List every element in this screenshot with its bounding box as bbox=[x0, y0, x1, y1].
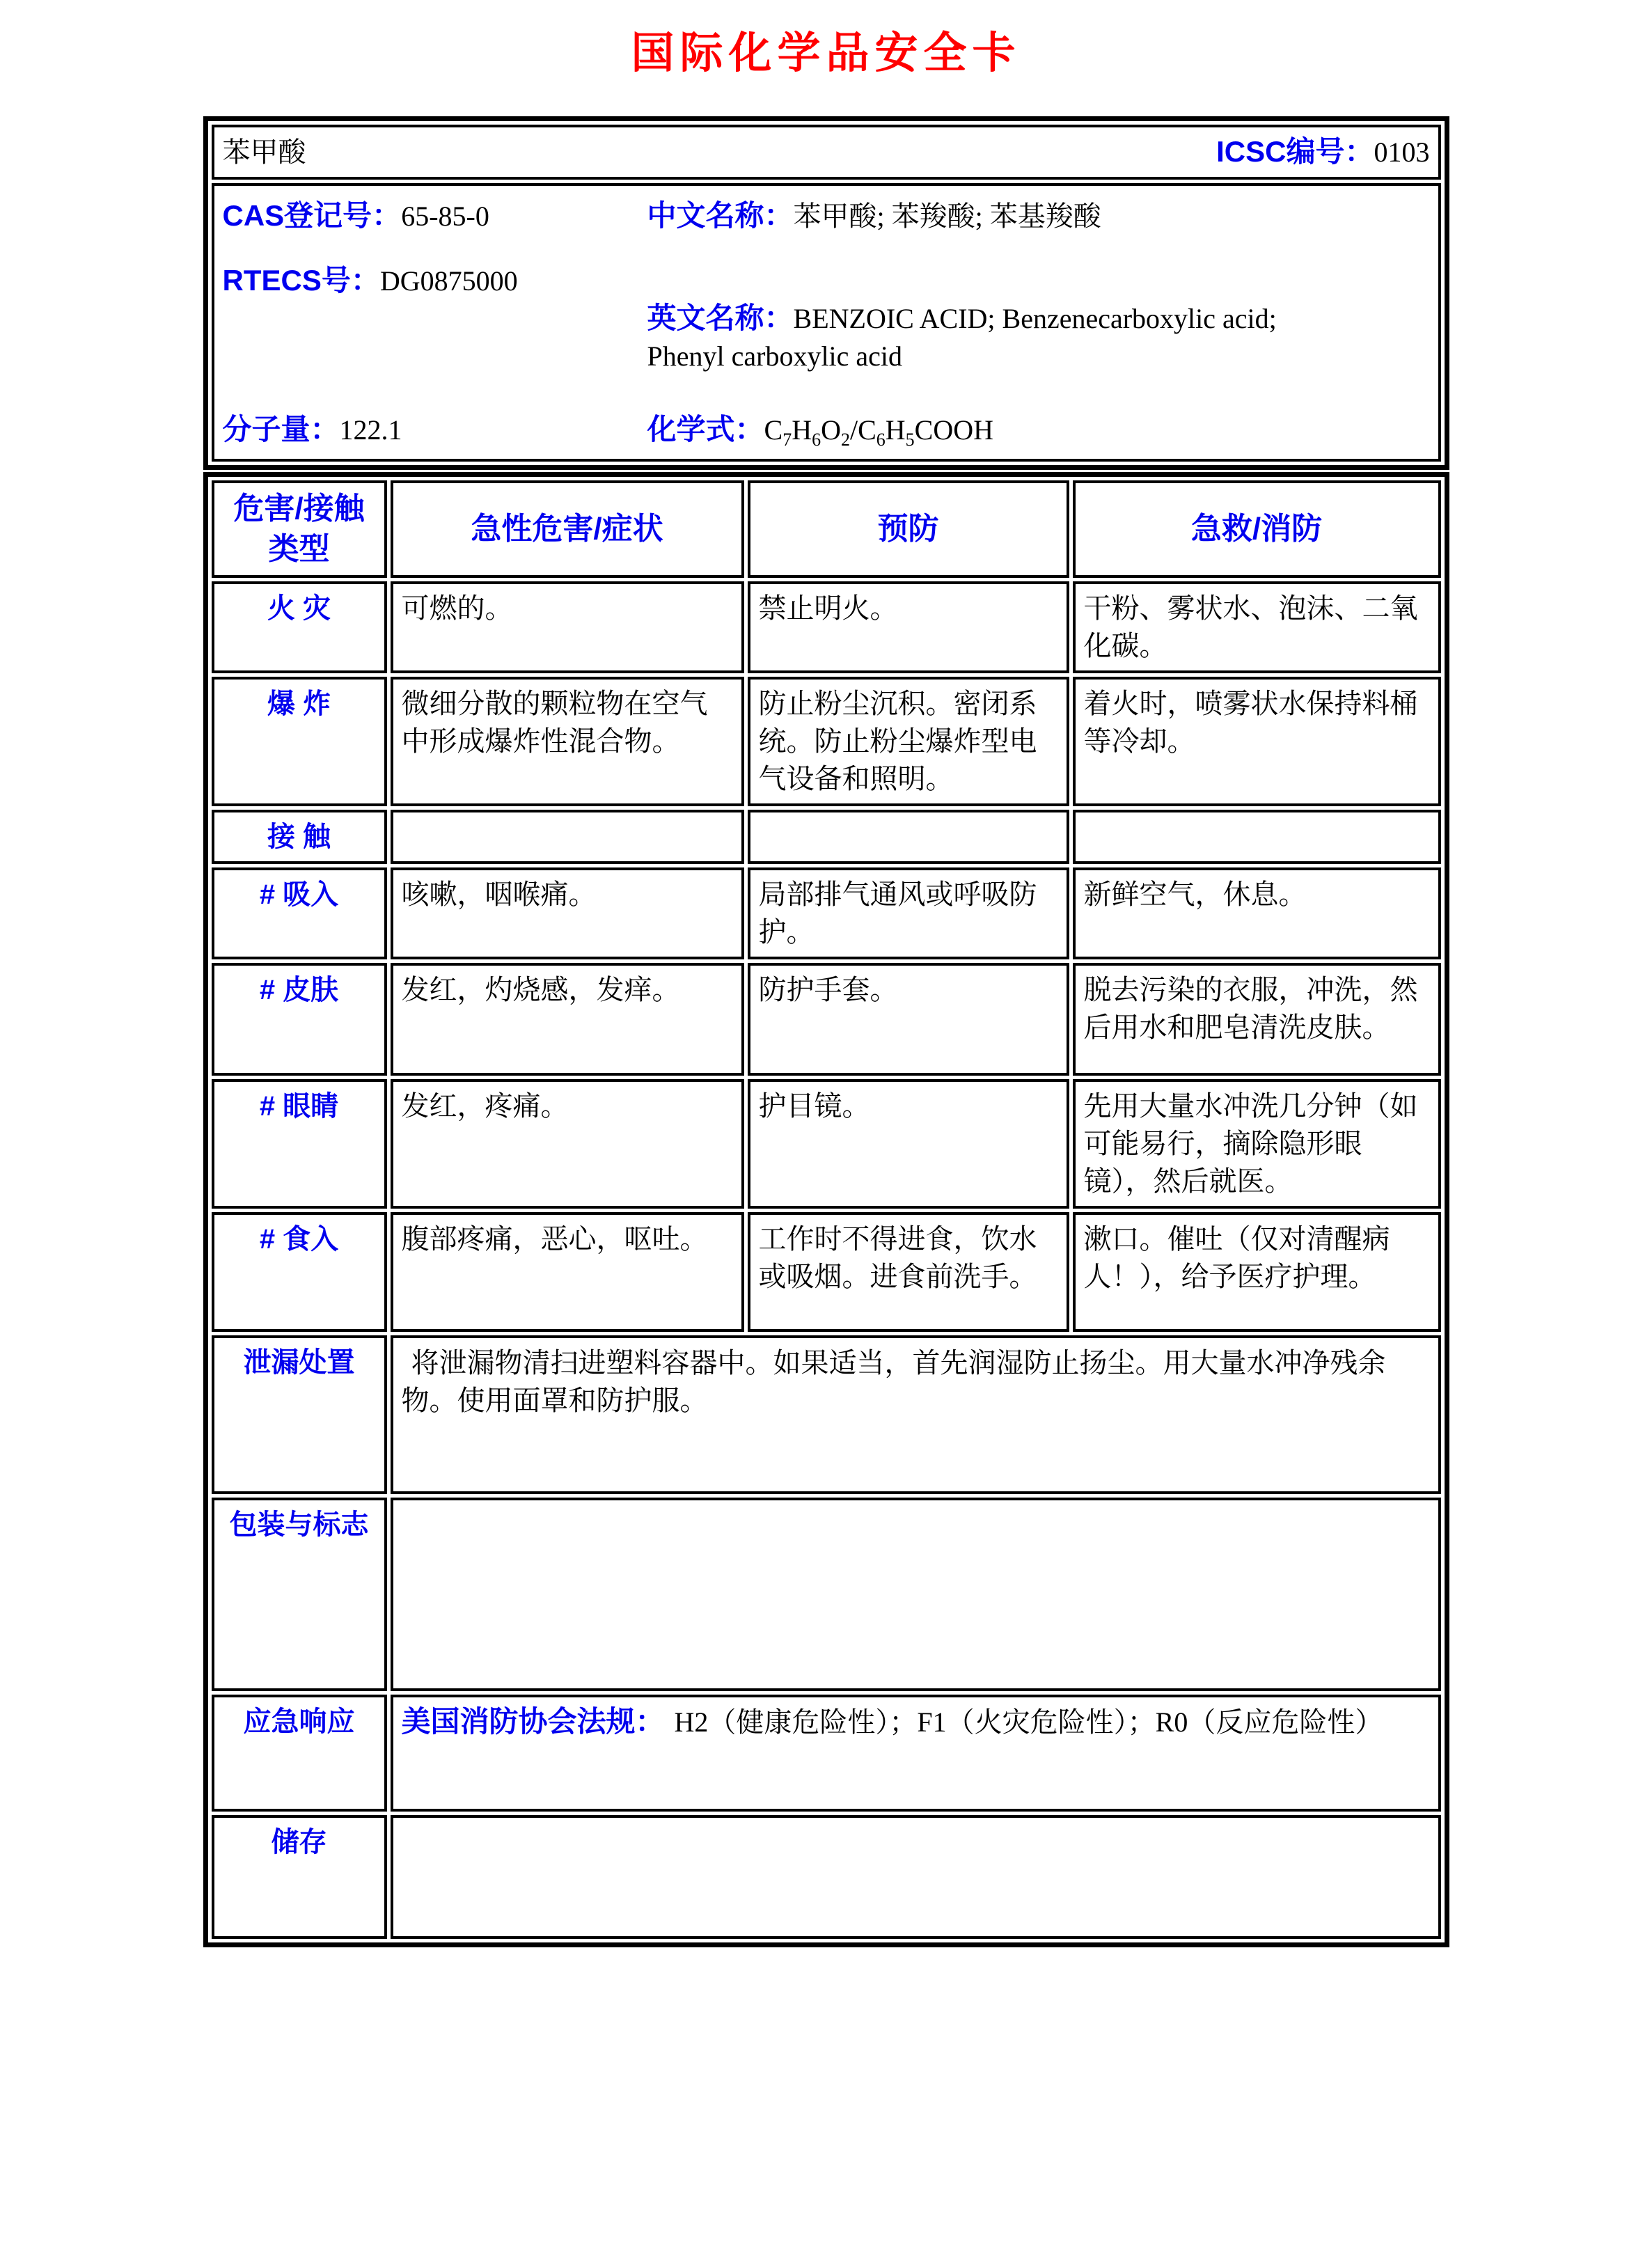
substance-name: 苯甲酸 bbox=[222, 136, 306, 168]
inhalation-symptoms: 咳嗽，咽喉痛。 bbox=[391, 867, 744, 959]
hazard-header-row bbox=[212, 480, 1441, 578]
header-prevention: 预防 bbox=[748, 480, 1069, 578]
row-label-inhalation: # 吸入 bbox=[212, 867, 387, 959]
nfpa-code-text: H2（健康危险性）；F1（火灾危险性）；R0（反应危险性） bbox=[674, 1706, 1383, 1738]
cas-label: CAS登记号： bbox=[222, 199, 402, 232]
ingestion-prevention: 工作时不得进食，饮水或吸烟。进食前洗手。 bbox=[748, 1212, 1069, 1332]
spillage-text-cell bbox=[391, 1335, 1441, 1494]
molecular-weight-value: 122.1 bbox=[339, 414, 402, 446]
row-label-eyes: # 眼睛 bbox=[212, 1079, 387, 1209]
table-row-ingestion bbox=[212, 1212, 1441, 1332]
skin-prevention: 防护手套。 bbox=[748, 963, 1069, 1076]
cas-line bbox=[223, 197, 647, 235]
eyes-prevention: 护目镜。 bbox=[748, 1079, 1069, 1209]
row-label-explosion: 爆 炸 bbox=[212, 677, 387, 806]
chinese-name-label: 中文名称： bbox=[647, 199, 794, 232]
explosion-prevention: 防止粉尘沉积。密闭系统。防止粉尘爆炸型电气设备和照明。 bbox=[748, 677, 1069, 806]
skin-firstaid: 脱去污染的衣服，冲洗，然后用水和肥皂清洗皮肤。 bbox=[1073, 963, 1441, 1076]
row-label-spillage: 泄漏处置 bbox=[212, 1335, 387, 1494]
skin-symptoms: 发红，灼烧感，发痒。 bbox=[391, 963, 744, 1076]
rtecs-value: DG0875000 bbox=[379, 265, 518, 297]
molecular-weight-label: 分子量： bbox=[222, 413, 340, 446]
row-label-skin: # 皮肤 bbox=[212, 963, 387, 1076]
english-name-line bbox=[647, 299, 1330, 375]
english-name-value: BENZOIC ACID; Benzenecarboxylic acid; Phenyl carboxylic acid bbox=[647, 303, 1277, 372]
icsc-number-label: ICSC编号： bbox=[1216, 135, 1374, 168]
table-row-packaging bbox=[212, 1498, 1441, 1691]
row-label-ingestion: # 食入 bbox=[212, 1212, 387, 1332]
chinese-name-value: 苯甲酸; 苯羧酸; 苯基羧酸 bbox=[793, 201, 1101, 232]
table-row-exposure bbox=[212, 810, 1441, 864]
eyes-symptoms: 发红，疼痛。 bbox=[391, 1079, 744, 1209]
row-label-exposure: 接 触 bbox=[212, 810, 387, 864]
spillage-text: 将泄漏物清扫进塑料容器中。如果适当，首先润湿防止扬尘。用大量水冲净残余物。使用面罩和防护服。 bbox=[401, 1347, 1386, 1416]
table-row-spillage bbox=[212, 1335, 1441, 1494]
explosion-firstaid: 着火时，喷雾状水保持料桶等冷却。 bbox=[1073, 677, 1441, 806]
storage-text-cell bbox=[391, 1815, 1441, 1939]
header-firstaid-firefighting: 急救/消防 bbox=[1073, 480, 1441, 578]
explosion-symptoms: 微细分散的颗粒物在空气中形成爆炸性混合物。 bbox=[391, 677, 744, 806]
table-row-inhalation bbox=[212, 867, 1441, 959]
formula-label: 化学式： bbox=[647, 413, 764, 446]
table-row-eyes bbox=[212, 1079, 1441, 1209]
page-title: 国际化学品安全卡 bbox=[631, 29, 1021, 77]
nfpa-code-label: 美国消防协会法规： bbox=[401, 1705, 665, 1738]
row-label-fire: 火 灾 bbox=[212, 581, 387, 673]
exposure-firstaid bbox=[1073, 810, 1441, 864]
english-name-label: 英文名称： bbox=[647, 301, 794, 334]
inhalation-firstaid: 新鲜空气，休息。 bbox=[1073, 867, 1441, 959]
identification-table bbox=[203, 116, 1449, 470]
fire-prevention: 禁止明火。 bbox=[748, 581, 1069, 673]
table-row-storage bbox=[212, 1815, 1441, 1939]
rtecs-line bbox=[223, 262, 647, 300]
ingestion-firstaid: 漱口。催吐（仅对清醒病人！），给予医疗护理。 bbox=[1073, 1212, 1441, 1332]
table-row-fire bbox=[212, 581, 1441, 673]
formula-value: $C_7H_6O_2/C_6H_5COOH$ bbox=[764, 414, 994, 450]
cas-value: 65-85-0 bbox=[401, 201, 489, 232]
header-acute-symptoms: 急性危害/症状 bbox=[391, 480, 744, 578]
table-row-skin bbox=[212, 963, 1441, 1076]
table-row-explosion bbox=[212, 677, 1441, 806]
molecular-weight-line bbox=[223, 411, 647, 453]
fire-firstaid: 干粉、雾状水、泡沫、二氧化碳。 bbox=[1073, 581, 1441, 673]
row-label-emergency-response: 应急响应 bbox=[212, 1695, 387, 1812]
table-row-emergency-response bbox=[212, 1695, 1441, 1812]
hazard-table bbox=[203, 472, 1449, 1947]
fire-symptoms: 可燃的。 bbox=[391, 581, 744, 673]
row-label-storage: 储存 bbox=[212, 1815, 387, 1939]
name-icsc-cell bbox=[212, 125, 1441, 180]
header-hazard-type: 危害/接触 类型 bbox=[212, 480, 387, 578]
identity-cell bbox=[212, 183, 1441, 462]
chinese-name-line bbox=[647, 197, 1330, 235]
exposure-prevention bbox=[748, 810, 1069, 864]
formula-line bbox=[647, 411, 1330, 453]
emergency-response-text-cell bbox=[391, 1695, 1441, 1812]
eyes-firstaid: 先用大量水冲洗几分钟（如可能易行，摘除隐形眼镜），然后就医。 bbox=[1073, 1079, 1441, 1209]
row-label-packaging: 包装与标志 bbox=[212, 1498, 387, 1691]
rtecs-label: RTECS号： bbox=[222, 264, 380, 297]
exposure-symptoms bbox=[391, 810, 744, 864]
inhalation-prevention: 局部排气通风或呼吸防护。 bbox=[748, 867, 1069, 959]
icsc-number-value: 0103 bbox=[1374, 136, 1430, 168]
packaging-text-cell bbox=[391, 1498, 1441, 1691]
ingestion-symptoms: 腹部疼痛，恶心，呕吐。 bbox=[391, 1212, 744, 1332]
